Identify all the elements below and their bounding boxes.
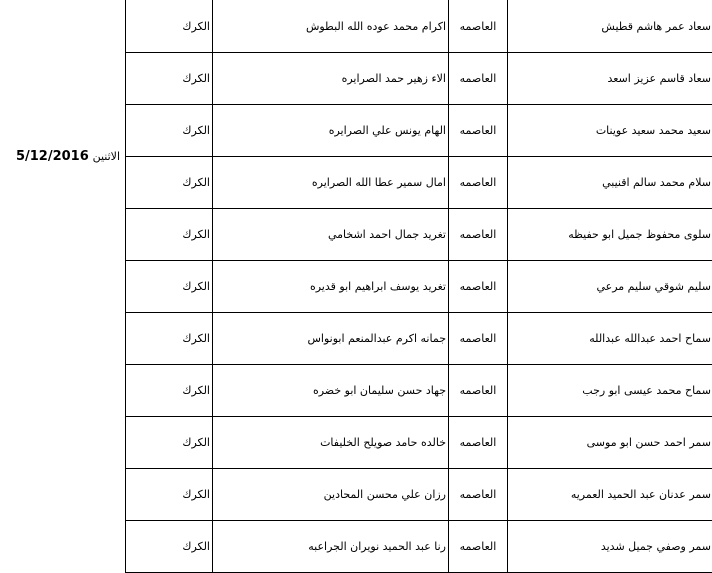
table-row: [126, 53, 712, 105]
directorate-cell: العاصمه: [449, 521, 508, 573]
partner-name-cell: جمانه اكرم عبدالمنعم ابونواس: [213, 313, 449, 365]
location-cell: الكرك: [126, 105, 213, 157]
partner-name-cell: رزان علي محسن المحادين: [213, 469, 449, 521]
table-row: [126, 469, 712, 521]
partner-name-cell: الاء زهير حمد الصرايره: [213, 53, 449, 105]
directorate-cell: العاصمه: [449, 0, 508, 53]
session-date: 5/12/2016: [16, 149, 89, 164]
teacher-name-cell: سعيد محمد سعيد عوينات: [508, 105, 712, 157]
directorate-cell: العاصمه: [449, 365, 508, 417]
location-cell: الكرك: [126, 261, 213, 313]
assignment-table-body: [126, 0, 712, 573]
table-row: [126, 0, 712, 53]
directorate-cell: العاصمه: [449, 417, 508, 469]
table-row: [126, 417, 712, 469]
partner-name-cell: جهاد حسن سليمان ابو خضره: [213, 365, 449, 417]
table-row: [126, 313, 712, 365]
directorate-cell: العاصمه: [449, 261, 508, 313]
table-row: [126, 365, 712, 417]
partner-name-cell: خالده حامد صويلح الخليفات: [213, 417, 449, 469]
table-row: [126, 157, 712, 209]
partner-name-cell: امال سمير عطا الله الصرايره: [213, 157, 449, 209]
teacher-name-cell: سمر وصفي جميل شديد: [508, 521, 712, 573]
teacher-name-cell: سماح محمد عيسى ابو رجب: [508, 365, 712, 417]
partner-name-cell: تغريد يوسف ابراهيم ابو قديره: [213, 261, 449, 313]
table-row: [126, 105, 712, 157]
directorate-cell: العاصمه: [449, 53, 508, 105]
teacher-name-cell: سعاد قاسم عزيز اسعد: [508, 53, 712, 105]
teacher-name-cell: سعاد عمر هاشم قطيش: [508, 0, 712, 53]
location-cell: الكرك: [126, 0, 213, 53]
location-cell: الكرك: [126, 209, 213, 261]
table-row: [126, 261, 712, 313]
location-cell: الكرك: [126, 313, 213, 365]
location-cell: الكرك: [126, 365, 213, 417]
location-cell: الكرك: [126, 53, 213, 105]
teacher-name-cell: سلام محمد سالم اقنيبي: [508, 157, 712, 209]
partner-name-cell: تغريد جمال احمد اشخامي: [213, 209, 449, 261]
location-cell: الكرك: [126, 469, 213, 521]
teacher-name-cell: سلوى محفوظ جميل ابو حفيظه: [508, 209, 712, 261]
teacher-name-cell: سماح احمد عبدالله عبدالله: [508, 313, 712, 365]
partner-name-cell: رنا عبد الحميد نويران الجراعبه: [213, 521, 449, 573]
location-cell: الكرك: [126, 157, 213, 209]
directorate-cell: العاصمه: [449, 209, 508, 261]
session-day: الاثنين: [93, 150, 120, 163]
table-row: [126, 521, 712, 573]
table-row: [126, 209, 712, 261]
directorate-cell: العاصمه: [449, 157, 508, 209]
teacher-name-cell: سليم شوقي سليم مرعي: [508, 261, 712, 313]
directorate-cell: العاصمه: [449, 469, 508, 521]
partner-name-cell: الهام يونس علي الصرايره: [213, 105, 449, 157]
teacher-name-cell: سمر عدنان عبد الحميد العمريه: [508, 469, 712, 521]
assignment-table: [125, 0, 712, 573]
partner-name-cell: اكرام محمد عوده الله البطوش: [213, 0, 449, 53]
location-cell: الكرك: [126, 521, 213, 573]
directorate-cell: العاصمه: [449, 313, 508, 365]
session-date-label: [16, 149, 120, 164]
teacher-name-cell: سمر احمد حسن ابو موسى: [508, 417, 712, 469]
directorate-cell: العاصمه: [449, 105, 508, 157]
location-cell: الكرك: [126, 417, 213, 469]
